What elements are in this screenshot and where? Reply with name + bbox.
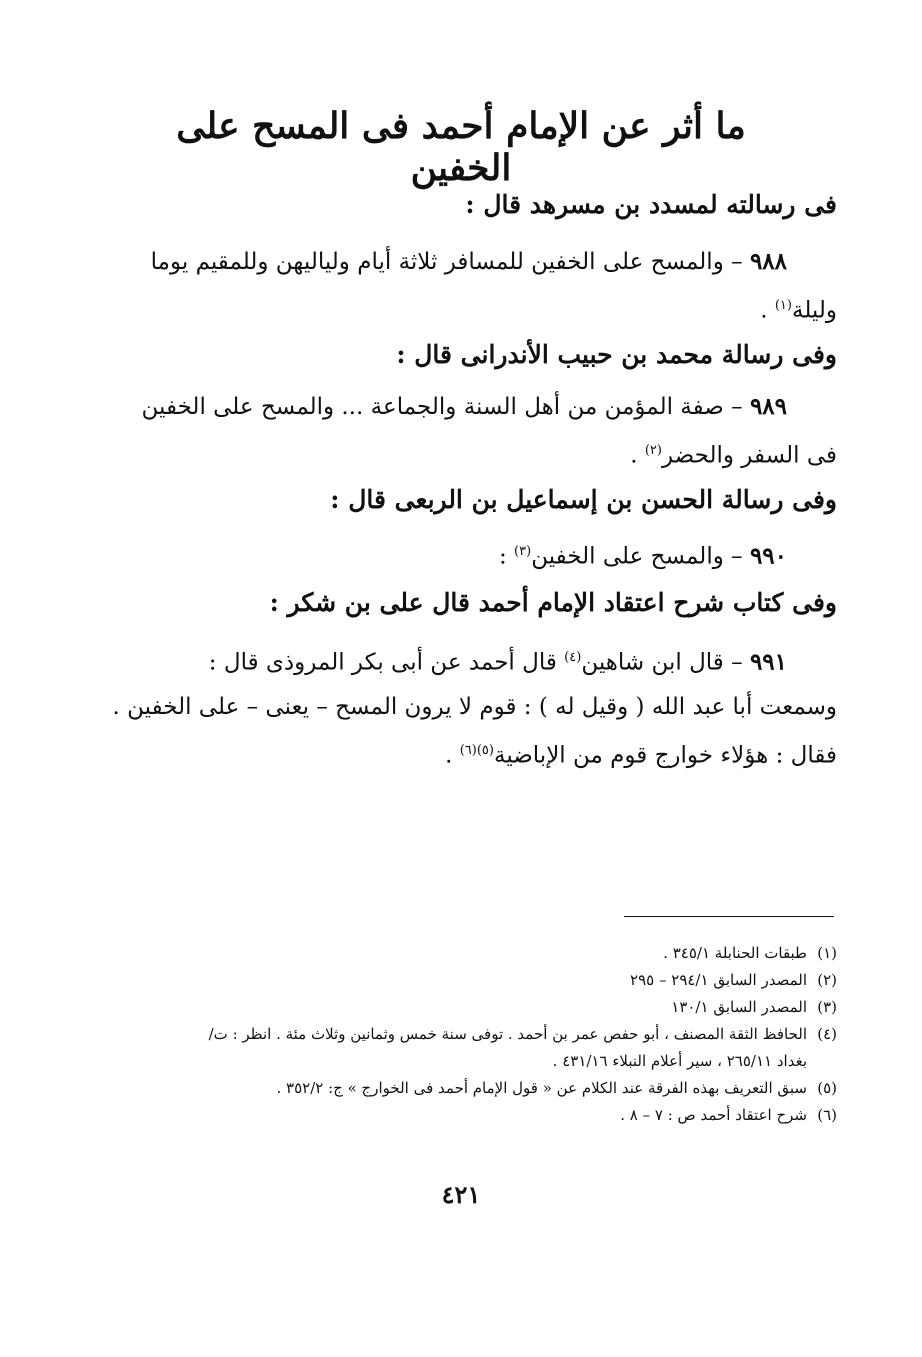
paragraph-text: قال أحمد عن أبى بكر المروذى قال : — [208, 649, 565, 676]
section-heading-4: وفى كتاب شرح اعتقاد الإمام أحمد قال على بن شكر : — [269, 588, 837, 617]
paragraph-991 — [112, 636, 837, 777]
section-heading-3: وفى رسالة الحسن بن إسماعيل بن الربعى قال : — [330, 485, 837, 514]
paragraph-line — [112, 685, 837, 729]
paragraph-text: – والمسح على الخفين — [531, 543, 743, 570]
paragraph-line — [135, 636, 837, 685]
item-number: ٩٨٨ — [749, 248, 787, 275]
footnote-reference: (٢) — [644, 443, 662, 458]
footnote-mark: (٥) — [817, 1079, 837, 1097]
paragraph-text: – قال ابن شاهين — [581, 649, 743, 676]
paragraph-text: – والمسح على الخفين للمسافر ثلاثة أيام ولياليهن وللمقيم يوما — [150, 249, 743, 275]
footnote-reference: (٥)(٦) — [459, 742, 494, 758]
footnote-text: بغداد ٢٦٥/١١ ، سير أعلام النبلاء ٤٣١/١٦ . — [552, 1052, 807, 1070]
footnote-3 — [130, 994, 837, 1021]
paragraph-tail: : — [498, 543, 515, 570]
paragraph-989 — [135, 385, 837, 478]
item-number: ٩٨٩ — [749, 393, 787, 420]
footnote-text: المصدر السابق ٢٩٤/١ – ٢٩٥ — [630, 971, 807, 989]
item-number: ٩٩١ — [749, 648, 787, 676]
footnote-4 — [130, 1021, 837, 1048]
paragraph-tail: . — [445, 742, 460, 769]
paragraph-line — [135, 530, 837, 579]
paragraph-line — [135, 240, 837, 284]
paragraph-text: فقال : هؤلاء خوارج قوم من الإباضية — [493, 742, 837, 769]
footnote-mark: (٢) — [817, 971, 837, 989]
footnote-separator — [624, 916, 834, 917]
footnote-6 — [130, 1102, 837, 1129]
footnote-text: المصدر السابق ١٣٠/١ — [671, 998, 807, 1016]
paragraph-line — [135, 729, 837, 778]
footnote-text: طبقات الحنابلة ٣٤٥/١ . — [663, 944, 807, 962]
paragraph-990 — [135, 530, 837, 579]
footnote-text: سبق التعريف بهذه الفرقة عند الكلام عن « قول الإمام أحمد فى الخوارج » ج: ٣٥٢/٢ . — [276, 1079, 807, 1097]
footnote-text: شرح اعتقاد أحمد ص : ٧ – ٨ . — [620, 1106, 807, 1124]
paragraph-text: فى السفر والحضر — [661, 442, 837, 469]
paragraph-tail: . — [760, 297, 775, 324]
paragraph-line — [135, 284, 837, 333]
footnote-2 — [130, 967, 837, 994]
paragraph-text: وسمعت أبا عبد الله ( وقيل له ) : قوم لا يرون المسح – يعنى – على الخفين . — [112, 693, 837, 720]
section-heading-1: فى رسالته لمسدد بن مسرهد قال : — [465, 190, 837, 219]
item-number: ٩٩٠ — [749, 542, 787, 570]
page-title: ما أثر عن الإمام أحمد فى المسح على الخفين — [176, 105, 746, 189]
section-heading-2: وفى رسالة محمد بن حبيب الأندرانى قال : — [396, 340, 837, 369]
footnotes-list — [130, 940, 837, 1129]
paragraph-line — [135, 429, 837, 478]
paragraph-tail: . — [630, 442, 645, 469]
footnote-mark: (٣) — [817, 998, 837, 1016]
footnote-reference: (٤) — [564, 650, 582, 665]
footnote-mark: (٦) — [817, 1106, 837, 1124]
footnote-mark: (٤) — [817, 1025, 837, 1043]
paragraph-text: – صفة المؤمن من أهل السنة والجماعة ... والمسح على الخفين — [141, 394, 743, 420]
footnote-4-continuation — [130, 1048, 837, 1075]
footnote-mark: (١) — [817, 944, 837, 962]
footnote-5 — [130, 1075, 837, 1102]
paragraph-line — [135, 385, 837, 429]
paragraph-text: وليلة — [791, 297, 837, 324]
footnote-text: الحافظ الثقة المصنف ، أبو حفص عمر بن أحمد . توفى سنة خمس وثمانين وثلاث مئة . انظر : ت/ — [208, 1025, 807, 1043]
paragraph-988 — [135, 240, 837, 333]
footnote-reference: (١) — [774, 298, 792, 313]
page-number: ٤٢١ — [441, 1180, 481, 1209]
footnote-1 — [130, 940, 837, 967]
footnote-reference: (٣) — [514, 544, 532, 559]
